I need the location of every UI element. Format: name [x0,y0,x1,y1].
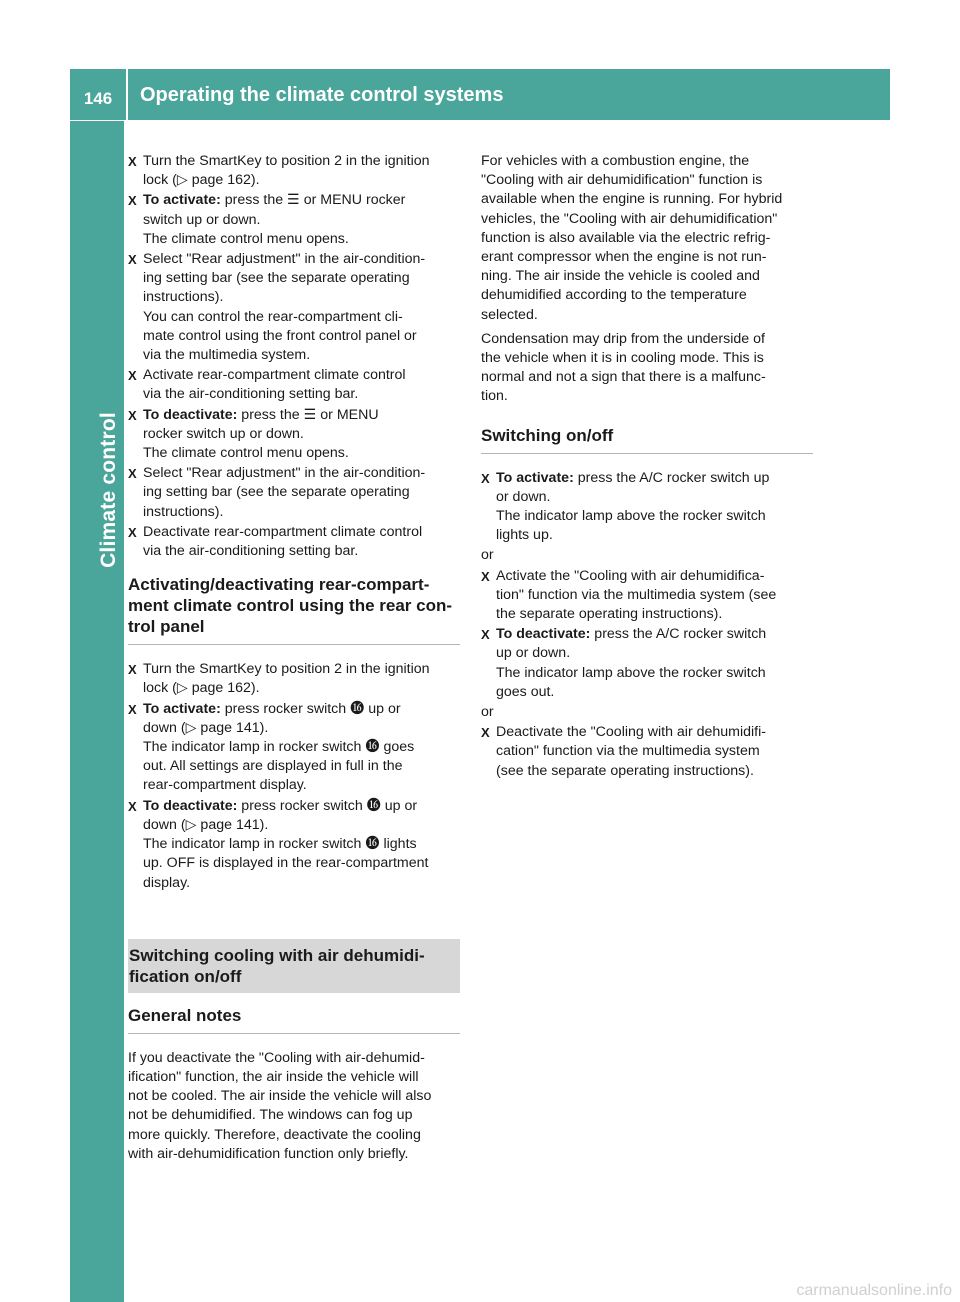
step-multimedia-off [481,723,813,781]
step-line: To deactivate: press rocker switch ⓰ up or [143,797,418,814]
step-item [128,366,460,404]
paragraph-availability [481,152,813,325]
step-item [128,464,460,522]
watermark-url: carmanualsonline.info [796,1282,952,1299]
text-line: normal and not a sign that there is a malfunc- [481,369,766,386]
text-line: vehicles, the "Cooling with air dehumidification" [481,210,778,227]
step-line: The indicator lamp in rocker switch ⓰ goes [143,739,415,756]
step-line: ing setting bar (see the separate operating [143,484,410,501]
step-line: goes out. [496,683,555,700]
step-line: Turn the SmartKey to position 2 in the ignition [143,661,430,678]
text-line: erant compressor when the engine is not run- [481,249,767,266]
step-line: instructions). [143,289,224,306]
step-item [481,469,813,546]
step-line: down (▷ page 141). [143,816,269,833]
text-line: dehumidified according to the temperature [481,287,747,304]
text-line: available when the engine is running. For hybrid [481,191,783,208]
step-marker: X [481,568,490,584]
paragraph-condensation [481,330,813,407]
step-item [128,797,460,893]
step-line: To deactivate: press the A/C rocker switch [496,626,767,643]
step-line: up. OFF is displayed in the rear-compartment [143,855,429,872]
text-line: If you deactivate the "Cooling with air-dehumid- [128,1049,425,1066]
step-line: Select "Rear adjustment" in the air-condition- [143,251,426,268]
step-marker: X [481,725,490,741]
step-line: You can control the rear-compartment cli- [143,308,403,325]
step-item [481,567,813,625]
or-text: or [481,704,494,721]
text-line: tion. [481,388,508,405]
text-line: function is also available via the electric refrig- [481,229,771,246]
step-line: via the multimedia system. [143,347,311,364]
step-line: The climate control menu opens. [143,445,349,462]
or-text: or [481,547,494,564]
step-deactivate [481,625,813,702]
heading-line: Activating/deactivating rear-compart- [128,575,430,595]
step-line: Activate rear-compartment climate control [143,367,406,384]
heading-line: ment climate control using the rear con- [128,596,453,616]
text-line: Condensation may drip from the underside of [481,330,765,347]
step-item [128,700,460,796]
step-item [481,723,813,781]
step-marker: X [128,193,137,209]
text-line: ning. The air inside the vehicle is cooled and [481,268,760,285]
step-marker: X [128,701,137,717]
page-number: 146 [83,88,113,108]
step-line: lights up. [496,527,553,544]
step-marker: X [481,627,490,643]
step-marker: X [128,798,137,814]
step-line: Select "Rear adjustment" in the air-condition- [143,465,426,482]
heading-line: General notes [128,1005,242,1025]
step-line: lock (▷ page 162). [143,172,260,189]
left-column [128,152,460,1165]
page-header [70,69,890,120]
step-marker: X [481,470,490,486]
step-marker: X [128,662,137,678]
step-marker: X [128,252,137,268]
step-line: or down. [496,488,551,505]
text-line: selected. [481,306,538,323]
step-marker: X [128,154,137,169]
step-line: Deactivate rear-compartment climate control [143,523,423,540]
step-line: The indicator lamp above the rocker switch [496,508,766,525]
heading-line: Switching on/off [481,425,614,445]
heading-line: trol panel [128,617,205,637]
step-line: (see the separate operating instructions). [496,762,754,779]
step-line: cation" function via the multimedia system [496,743,760,760]
step-marker: X [128,466,137,482]
text-line: ification" function, the air inside the vehicle will [128,1068,419,1085]
step-line: To deactivate: press the ☰ or MENU [143,406,379,423]
step-line: the separate operating instructions). [496,606,723,623]
heading-switching [481,425,813,454]
step-line: rear-compartment display. [143,777,307,794]
general-notes-text [128,1049,460,1164]
step-line: mate control using the front control panel or [143,327,417,344]
step-line: lock (▷ page 162). [143,680,260,697]
step-line: To activate: press rocker switch ⓰ up or [143,700,401,717]
step-item [128,152,460,190]
step-line: switch up or down. [143,211,261,228]
step-line: To activate: press the A/C rocker switch up [496,469,770,486]
steps-group-activation [128,152,460,561]
text-line: the vehicle when it is in cooling mode. This is [481,350,764,367]
steps-group-rear-panel [128,660,460,892]
text-line: more quickly. Therefore, deactivate the cooling [128,1126,421,1143]
step-line: The indicator lamp in rocker switch ⓰ lights [143,836,417,853]
step-line: Turn the SmartKey to position 2 in the ignition [143,153,430,169]
step-line: via the air-conditioning setting bar. [143,543,359,560]
text-line: not be cooled. The air inside the vehicle will also [128,1088,432,1105]
step-line: ing setting bar (see the separate operating [143,270,410,287]
step-item [128,250,460,365]
step-multimedia-on [481,567,813,625]
step-marker: X [128,407,137,423]
text-line: with air-dehumidification function only briefly. [128,1145,409,1162]
step-line: display. [143,874,191,891]
step-line: tion" function via the multimedia system (see [496,586,777,603]
step-line: down (▷ page 141). [143,719,269,736]
text-line: not be dehumidified. The windows can fog up [128,1107,413,1124]
step-line: via the air-conditioning setting bar. [143,386,359,403]
text-line: "Cooling with air dehumidification" function is [481,172,763,189]
step-item [128,406,460,464]
side-tab [70,121,124,1302]
heading-line: Switching cooling with air dehumidi- [129,945,425,965]
step-line: Deactivate the "Cooling with air dehumidifi- [496,724,766,741]
step-line: Activate the "Cooling with air dehumidifica- [496,567,765,584]
step-line: up or down. [496,645,571,662]
heading-rear-control [128,574,460,645]
step-activate [481,469,813,546]
step-line: To activate: press the ☰ or MENU rocker [143,192,406,209]
heading-general-notes [128,1005,460,1034]
step-line: The climate control menu opens. [143,230,349,247]
step-item [128,523,460,561]
step-marker: X [128,524,137,540]
text-line: For vehicles with a combustion engine, the [481,153,750,169]
step-marker: X [128,368,137,384]
right-column [481,152,813,782]
side-tab-label: Climate control [97,412,120,568]
step-line: rocker switch up or down. [143,425,304,442]
heading-cooling-dehumidification [128,939,460,993]
step-line: The indicator lamp above the rocker switch [496,664,766,681]
step-item [481,625,813,702]
step-line: out. All settings are displayed in full in the [143,758,403,775]
step-item [128,191,460,249]
step-line: instructions). [143,503,224,520]
section-title: Operating the climate control systems [140,84,504,106]
heading-line: fication on/off [129,966,242,986]
step-item [128,660,460,698]
